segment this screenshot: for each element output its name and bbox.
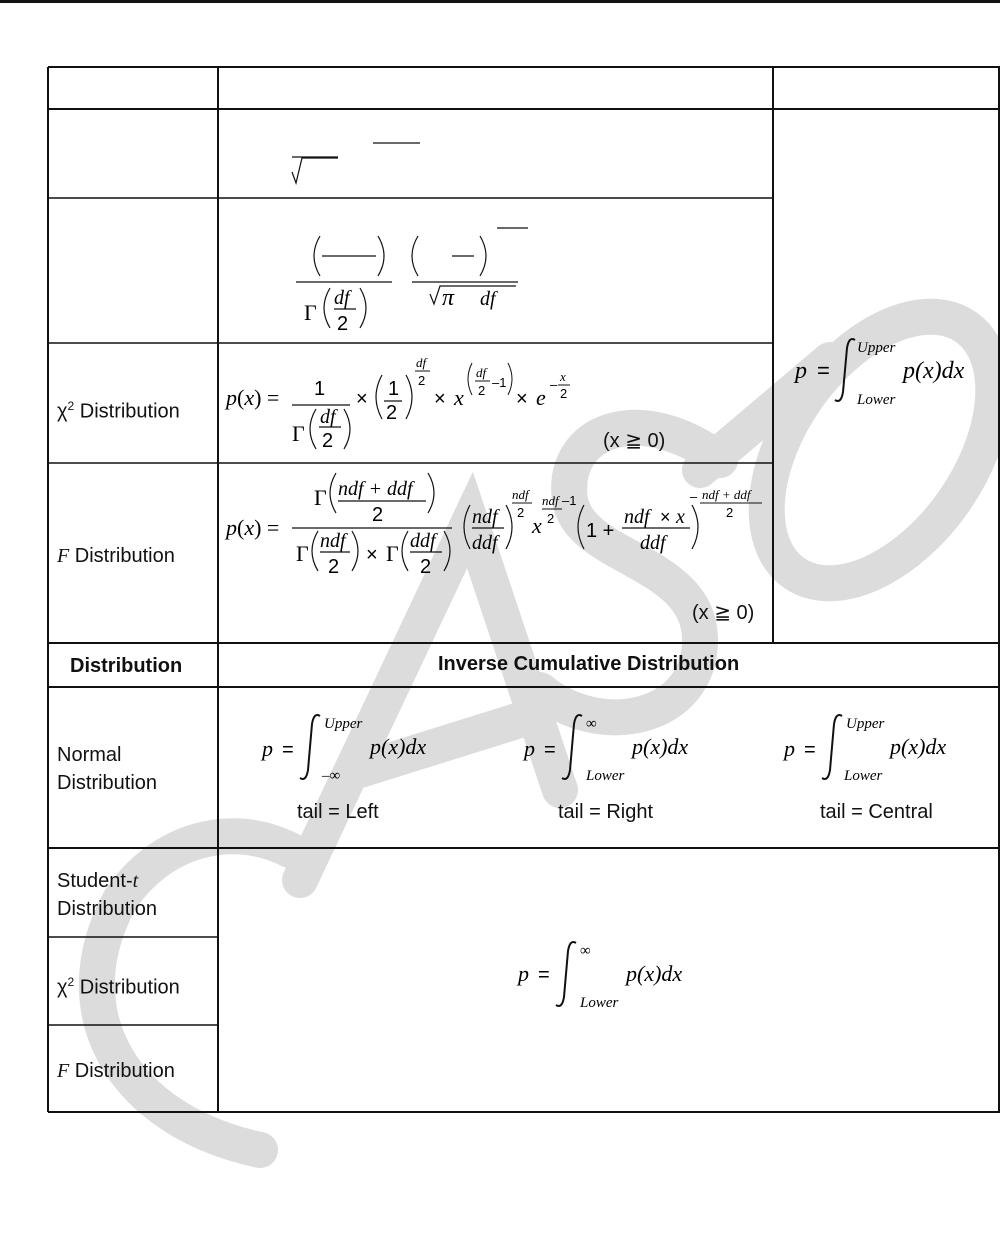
svg-text:ddf: ddf: [410, 530, 436, 552]
svg-text:p(x)dx: p(x)dx: [632, 734, 689, 759]
row-label-distribution-header: Distribution: [70, 655, 183, 677]
svg-text:2: 2: [328, 556, 340, 578]
tail-right-label: tail = Right: [558, 801, 654, 823]
row-label-f: F Distribution: [57, 545, 175, 567]
inverse-cumulative-header: Inverse Cumulative Distribution: [438, 653, 740, 675]
svg-text:df: df: [320, 406, 336, 428]
svg-text:2: 2: [420, 556, 432, 578]
svg-text:2: 2: [372, 504, 384, 526]
svg-text:ndf: ndf: [512, 487, 529, 502]
svg-text:x: x: [676, 506, 685, 528]
svg-text:2: 2: [322, 430, 334, 452]
normal-central-integral: [782, 715, 946, 784]
svg-text:x: x: [560, 369, 566, 384]
svg-text:=: =: [817, 358, 830, 383]
svg-text:Lower: Lower: [580, 995, 619, 1011]
svg-text:p(x)dx: p(x)dx: [626, 961, 683, 986]
svg-text:Γ: Γ: [296, 541, 309, 566]
svg-text:Γ: Γ: [314, 485, 327, 510]
svg-text:Upper: Upper: [846, 716, 885, 732]
svg-text:Lower: Lower: [857, 392, 896, 408]
chi2-pdf-formula: [220, 345, 772, 461]
normal-right-integral: [522, 715, 688, 784]
svg-text:Upper: Upper: [324, 716, 363, 732]
svg-text:×: ×: [434, 388, 446, 410]
svg-text:p(x)dx: p(x)dx: [890, 734, 947, 759]
svg-text:p: p: [262, 736, 273, 761]
svg-text:p(x)dx: p(x)dx: [370, 734, 427, 759]
svg-text:Γ: Γ: [386, 541, 399, 566]
svg-text:Lower: Lower: [586, 768, 625, 784]
tail-central-label: tail = Central: [820, 801, 933, 823]
cumulative-integral: [775, 330, 999, 410]
svg-text:=: =: [538, 964, 550, 986]
svg-text:Γ: Γ: [304, 300, 317, 325]
svg-text:–: –: [550, 377, 558, 392]
svg-text:2: 2: [337, 313, 349, 335]
svg-text:Lower: Lower: [844, 768, 883, 784]
svg-text:2: 2: [560, 386, 568, 401]
svg-text:Γ: Γ: [292, 421, 305, 446]
svg-text:x: x: [532, 513, 542, 538]
row-label-f-inverse: F Distribution: [57, 1060, 175, 1082]
svg-text:×: ×: [366, 544, 378, 566]
svg-text:p(x) =: p(x) =: [226, 385, 280, 410]
svg-text:ndf: ndf: [320, 530, 346, 552]
svg-text:2: 2: [418, 373, 426, 388]
svg-text:=: =: [804, 739, 816, 761]
svg-text:Upper: Upper: [857, 340, 896, 356]
row-label-chi2: $\chi^2$ Distribution: [57, 399, 180, 423]
svg-text:–∞: –∞: [322, 768, 341, 784]
svg-text:ndf + ddf: ndf + ddf: [338, 478, 413, 500]
svg-text:1: 1: [314, 378, 326, 400]
svg-text:π: π: [442, 285, 455, 311]
svg-text:–1: –1: [492, 375, 507, 390]
svg-text:ndf + ddf: ndf + ddf: [702, 487, 751, 502]
svg-text:ddf: ddf: [640, 532, 666, 554]
svg-text:×: ×: [516, 388, 528, 410]
svg-text:p(x)dx: p(x)dx: [903, 358, 965, 384]
svg-text:ndf: ndf: [624, 506, 650, 528]
svg-text:∞: ∞: [586, 716, 597, 732]
svg-text:ndf: ndf: [472, 506, 498, 528]
svg-text:2: 2: [478, 383, 486, 398]
svg-text:2: 2: [547, 511, 555, 526]
svg-text:p: p: [518, 961, 529, 986]
svg-text:2: 2: [726, 505, 734, 520]
svg-text:×: ×: [356, 388, 368, 410]
normal-inverse-integrals: [220, 700, 998, 790]
chi2-condition: (x ≧ 0): [603, 430, 666, 452]
svg-text:df: df: [416, 355, 427, 370]
f-condition: (x ≧ 0): [692, 602, 755, 624]
svg-text:1 +: 1 +: [586, 520, 615, 542]
svg-text:p: p: [524, 736, 535, 761]
svg-text:×: ×: [660, 507, 671, 527]
tail-left-label: tail = Left: [297, 801, 379, 823]
normal-left-integral: [260, 715, 426, 784]
svg-text:1: 1: [388, 378, 400, 400]
row-label-normal: Normal Distribution: [57, 744, 158, 794]
row-label-chi2-inverse: $\chi^2$ Distribution: [57, 975, 180, 999]
svg-text:p: p: [795, 358, 807, 384]
svg-text:p: p: [784, 736, 795, 761]
svg-text:2: 2: [386, 402, 398, 424]
svg-text:df: df: [476, 365, 487, 380]
svg-text:df: df: [480, 288, 496, 310]
svg-text:ddf: ddf: [472, 532, 498, 554]
svg-text:–1: –1: [562, 493, 577, 508]
svg-text:e: e: [536, 385, 546, 410]
svg-text:x: x: [454, 385, 464, 410]
svg-text:p(x) =: p(x) =: [226, 515, 280, 540]
svg-text:df: df: [334, 287, 350, 309]
f-pdf-formula: [220, 465, 772, 595]
svg-text:2: 2: [517, 505, 525, 520]
row-label-student-t: Student-t Distribution: [57, 870, 158, 920]
svg-text:–: –: [690, 489, 698, 504]
svg-text:ndf: ndf: [542, 493, 559, 508]
svg-text:=: =: [544, 739, 556, 761]
shared-inverse-integral: [500, 935, 720, 1015]
svg-text:=: =: [282, 739, 294, 761]
svg-text:∞: ∞: [580, 943, 591, 959]
